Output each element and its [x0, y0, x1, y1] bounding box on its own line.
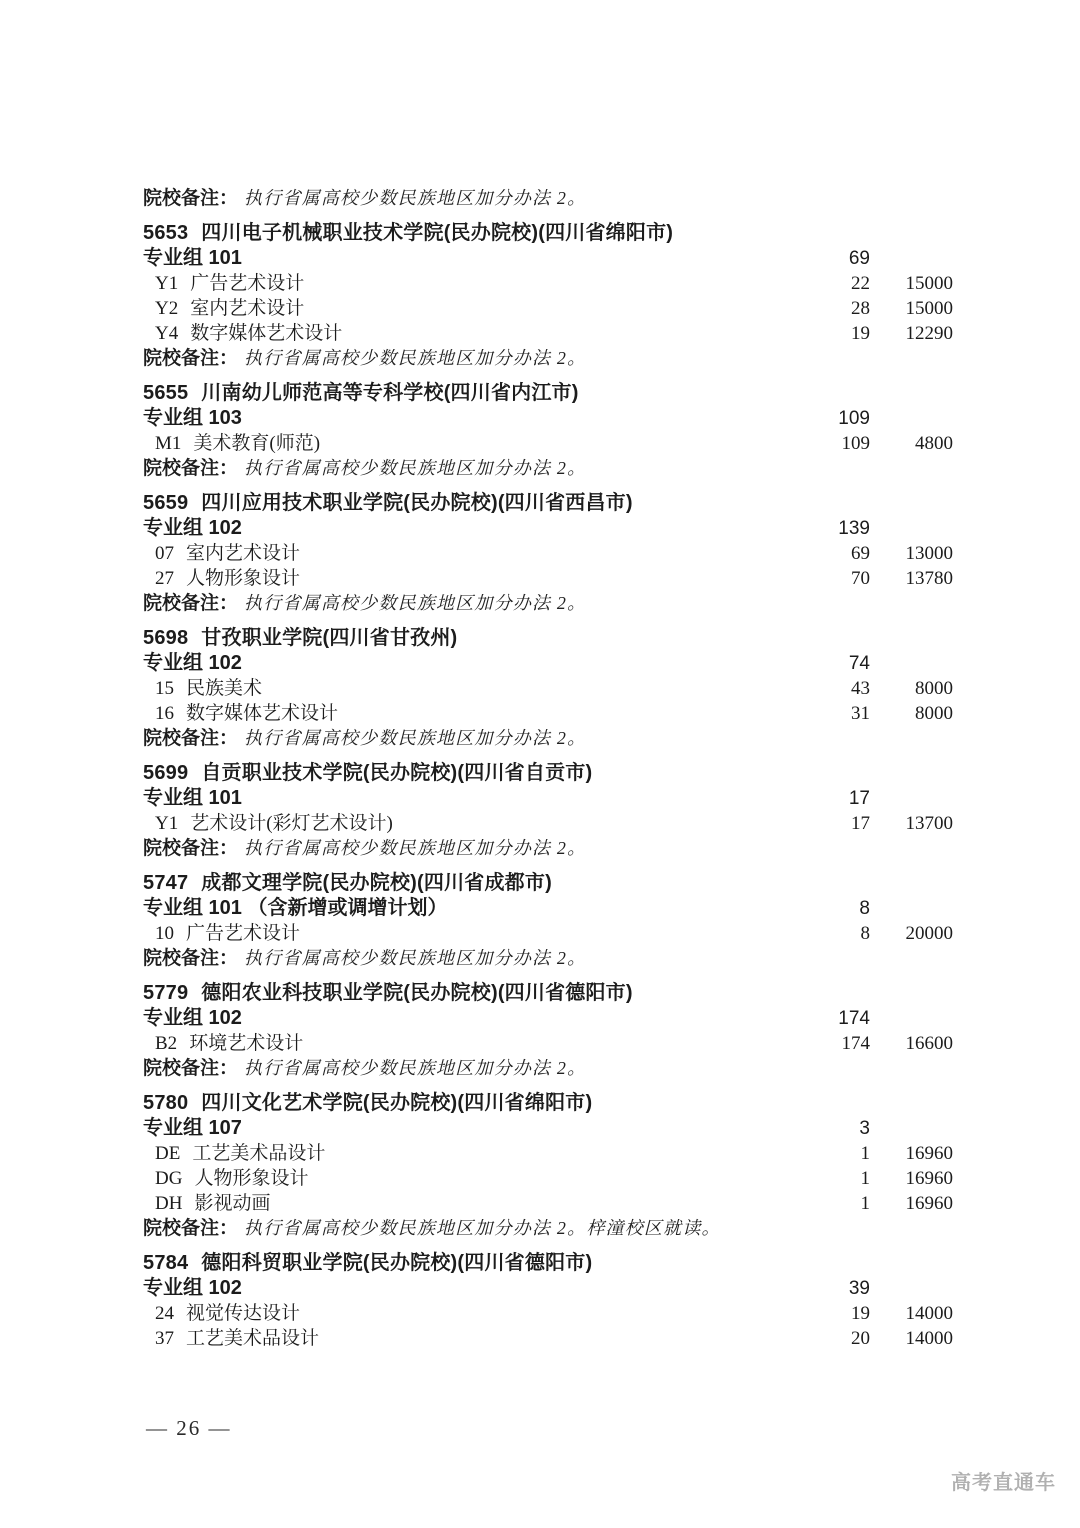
college-section	[143, 981, 953, 1082]
plan-count: 1	[860, 1168, 870, 1189]
college-section	[143, 626, 953, 752]
tuition-fee: 16600	[905, 1033, 953, 1054]
major-code: 24	[155, 1303, 174, 1324]
major-group-row	[143, 651, 953, 676]
tuition-fee: 8000	[915, 703, 953, 724]
tuition-fee: 15000	[905, 273, 953, 294]
remark-label: 院校备注：	[143, 593, 239, 614]
tuition-fee: 16960	[905, 1143, 953, 1164]
major-code: DE	[155, 1143, 181, 1164]
major-name: 美术教育(师范)	[193, 433, 321, 454]
remark-text: 执行省属高校少数民族地区加分办法 2。	[244, 948, 587, 968]
remark-content	[143, 946, 806, 972]
fee-cell	[870, 1276, 953, 1301]
college-header-text	[143, 491, 806, 516]
college-code: 5784	[143, 1252, 189, 1274]
major-group-row	[143, 786, 953, 811]
major-label	[143, 676, 806, 701]
major-row	[143, 1166, 953, 1191]
college-remark	[143, 456, 953, 482]
fee-cell	[870, 896, 953, 921]
tuition-fee: 13000	[905, 543, 953, 564]
major-group-label: 专业组 102	[143, 517, 242, 539]
tuition-fee: 4800	[915, 433, 953, 454]
major-label	[143, 1301, 806, 1326]
major-label	[143, 541, 806, 566]
major-row	[143, 1301, 953, 1326]
fee-cell	[870, 516, 953, 541]
major-code: B2	[155, 1033, 178, 1054]
major-code: 37	[155, 1328, 174, 1349]
major-row	[143, 566, 953, 591]
major-name: 工艺美术品设计	[192, 1143, 326, 1164]
fee-cell	[870, 651, 953, 676]
remark-label: 院校备注：	[143, 1058, 239, 1079]
plan-count: 1	[860, 1143, 870, 1164]
major-label	[143, 1141, 806, 1166]
major-name: 室内艺术设计	[190, 298, 305, 319]
college-section	[143, 871, 953, 972]
count-cell	[806, 946, 870, 972]
major-group-label: 专业组 101	[143, 787, 242, 809]
plan-count: 31	[851, 703, 870, 724]
major-label	[143, 431, 806, 456]
college-name: 成都文理学院(民办院校)(四川省成都市)	[201, 872, 552, 894]
major-group-label: 专业组 101	[143, 247, 242, 269]
group-plan-count: 17	[848, 788, 870, 809]
major-group-row	[143, 406, 953, 431]
plan-count: 109	[841, 433, 870, 454]
watermark-gaokao-zhitongche: 高考直通车	[951, 1472, 1056, 1494]
major-code: 07	[155, 543, 174, 564]
major-name: 民族美术	[186, 678, 263, 699]
major-row	[143, 676, 953, 701]
plan-count: 70	[851, 568, 870, 589]
major-group-row	[143, 1116, 953, 1141]
major-code: Y4	[155, 323, 179, 344]
major-name: 环境艺术设计	[189, 1033, 304, 1054]
fee-cell	[870, 491, 953, 516]
count-cell	[806, 491, 870, 516]
college-name: 德阳农业科技职业学院(民办院校)(四川省德阳市)	[201, 982, 633, 1004]
major-name: 影视动画	[194, 1193, 271, 1214]
count-cell	[806, 1216, 870, 1242]
fee-cell	[870, 836, 953, 862]
college-remark	[143, 946, 953, 972]
count-cell	[806, 1091, 870, 1116]
major-name: 人物形象设计	[194, 1168, 309, 1189]
remark-text: 执行省属高校少数民族地区加分办法 2。	[244, 838, 587, 858]
group-plan-count: 8	[859, 898, 870, 919]
fee-cell	[870, 1216, 953, 1242]
college-header-text	[143, 1091, 806, 1116]
college-header	[143, 626, 953, 651]
college-code: 5655	[143, 382, 189, 404]
major-name: 数字媒体艺术设计	[190, 323, 343, 344]
plan-count: 174	[841, 1033, 870, 1054]
major-group-label: 专业组 107	[143, 1117, 242, 1139]
college-header-text	[143, 871, 806, 896]
major-group-label: 专业组 102	[143, 652, 242, 674]
college-section	[143, 761, 953, 862]
fee-cell	[870, 406, 953, 431]
college-section	[143, 381, 953, 482]
fee-cell	[870, 591, 953, 617]
count-cell	[806, 871, 870, 896]
tuition-fee: 13780	[905, 568, 953, 589]
remark-label: 院校备注：	[143, 348, 239, 369]
major-row	[143, 1191, 953, 1216]
major-name: 艺术设计(彩灯艺术设计)	[190, 813, 393, 834]
college-remark	[143, 726, 953, 752]
major-code: Y1	[155, 813, 179, 834]
college-section	[143, 221, 953, 372]
tuition-fee: 14000	[905, 1303, 953, 1324]
college-header-text	[143, 981, 806, 1006]
major-label	[143, 1031, 806, 1056]
college-remark	[143, 1056, 953, 1082]
college-code: 5780	[143, 1092, 189, 1114]
remark-content	[143, 591, 806, 617]
count-cell	[806, 981, 870, 1006]
fee-cell	[870, 346, 953, 372]
major-code: M1	[155, 433, 182, 454]
tuition-fee: 20000	[905, 923, 953, 944]
count-cell	[806, 591, 870, 617]
remark-label: 院校备注：	[143, 948, 239, 969]
college-section	[143, 491, 953, 617]
major-code: 10	[155, 923, 174, 944]
fee-cell	[870, 1091, 953, 1116]
major-name: 视觉传达设计	[186, 1303, 301, 1324]
fee-cell	[870, 946, 953, 972]
major-name: 数字媒体艺术设计	[186, 703, 339, 724]
college-remark	[143, 591, 953, 617]
major-label	[143, 1166, 806, 1191]
remark-content	[143, 836, 806, 862]
remark-content	[143, 1216, 806, 1242]
remark-label: 院校备注：	[143, 458, 239, 479]
major-group-label: 专业组 102	[143, 1277, 242, 1299]
group-plan-count: 69	[848, 248, 870, 269]
plan-count: 19	[851, 323, 870, 344]
fee-cell	[870, 1116, 953, 1141]
tuition-fee: 8000	[915, 678, 953, 699]
major-label	[143, 271, 806, 296]
major-label	[143, 811, 806, 836]
group-plan-count: 109	[838, 408, 870, 429]
college-name: 四川文化艺术学院(民办院校)(四川省绵阳市)	[201, 1092, 593, 1114]
college-name: 四川应用技术职业学院(民办院校)(四川省西昌市)	[201, 492, 633, 514]
fee-cell	[870, 1251, 953, 1276]
major-row	[143, 1326, 953, 1351]
major-group-label: 专业组 103	[143, 407, 242, 429]
fee-cell	[870, 186, 953, 212]
college-remark	[143, 346, 953, 372]
college-name: 四川电子机械职业技术学院(民办院校)(四川省绵阳市)	[201, 222, 674, 244]
college-header	[143, 1091, 953, 1116]
plan-count: 1	[860, 1193, 870, 1214]
college-section	[143, 1251, 953, 1351]
major-row	[143, 701, 953, 726]
major-group-row	[143, 1276, 953, 1301]
fee-cell	[870, 761, 953, 786]
college-code: 5698	[143, 627, 189, 649]
major-name: 工艺美术品设计	[186, 1328, 320, 1349]
college-remark	[143, 836, 953, 862]
fee-cell	[870, 381, 953, 406]
major-group-row	[143, 896, 953, 921]
major-group-row	[143, 246, 953, 271]
plan-count: 17	[851, 813, 870, 834]
major-name: 广告艺术设计	[190, 273, 305, 294]
major-name: 广告艺术设计	[186, 923, 301, 944]
college-header	[143, 871, 953, 896]
fee-cell	[870, 626, 953, 651]
tuition-fee: 15000	[905, 298, 953, 319]
college-remark	[143, 1216, 953, 1242]
college-name: 甘孜职业学院(四川省甘孜州)	[201, 627, 458, 649]
college-header	[143, 221, 953, 246]
count-cell	[806, 346, 870, 372]
major-group-row	[143, 516, 953, 541]
remark-text: 执行省属高校少数民族地区加分办法 2。	[244, 348, 587, 368]
group-plan-count: 3	[859, 1118, 870, 1139]
college-header-text	[143, 381, 806, 406]
major-label	[143, 701, 806, 726]
college-header	[143, 981, 953, 1006]
count-cell	[806, 1251, 870, 1276]
count-cell	[806, 761, 870, 786]
remark-label: 院校备注：	[143, 188, 239, 209]
remark-content	[143, 456, 806, 482]
tuition-fee: 16960	[905, 1168, 953, 1189]
remark-label: 院校备注：	[143, 1218, 239, 1239]
remark-label: 院校备注：	[143, 838, 239, 859]
remark-content	[143, 346, 806, 372]
group-plan-count: 74	[848, 653, 870, 674]
count-cell	[806, 381, 870, 406]
remark-content	[143, 726, 806, 752]
major-code: 27	[155, 568, 174, 589]
tuition-fee: 13700	[905, 813, 953, 834]
plan-count: 19	[851, 1303, 870, 1324]
remark-content	[143, 1056, 806, 1082]
major-label	[143, 1191, 806, 1216]
major-row	[143, 296, 953, 321]
plan-count: 22	[851, 273, 870, 294]
major-code: Y2	[155, 298, 179, 319]
tuition-fee: 14000	[905, 1328, 953, 1349]
major-code: DH	[155, 1193, 183, 1214]
major-row	[143, 811, 953, 836]
page-number: — 26 —	[146, 1416, 232, 1440]
major-name: 室内艺术设计	[186, 543, 301, 564]
fee-cell	[870, 726, 953, 752]
plan-count: 69	[851, 543, 870, 564]
college-name: 川南幼儿师范高等专科学校(四川省内江市)	[201, 382, 579, 404]
major-label	[143, 296, 806, 321]
tuition-fee: 12290	[905, 323, 953, 344]
plan-count: 43	[851, 678, 870, 699]
count-cell	[806, 186, 870, 212]
remark-text: 执行省属高校少数民族地区加分办法 2。	[244, 188, 587, 208]
fee-cell	[870, 871, 953, 896]
fee-cell	[870, 786, 953, 811]
college-code: 5653	[143, 222, 189, 244]
remark-text: 执行省属高校少数民族地区加分办法 2。	[244, 1058, 587, 1078]
major-label	[143, 321, 806, 346]
major-row	[143, 1141, 953, 1166]
count-cell	[806, 726, 870, 752]
plan-count: 8	[860, 923, 870, 944]
college-section	[143, 1091, 953, 1242]
carryover-remark	[143, 186, 953, 212]
major-group-label: 专业组 101 （含新增或调增计划）	[143, 897, 448, 919]
college-code: 5699	[143, 762, 189, 784]
remark-text: 执行省属高校少数民族地区加分办法 2。	[244, 728, 587, 748]
remark-content	[143, 186, 806, 212]
remark-text: 执行省属高校少数民族地区加分办法 2。	[244, 593, 587, 613]
major-name: 人物形象设计	[186, 568, 301, 589]
fee-cell	[870, 456, 953, 482]
plan-list	[143, 186, 953, 1351]
college-code: 5659	[143, 492, 189, 514]
major-label	[143, 566, 806, 591]
college-code: 5779	[143, 982, 189, 1004]
college-code: 5747	[143, 872, 189, 894]
major-code: 16	[155, 703, 174, 724]
major-row	[143, 541, 953, 566]
count-cell	[806, 626, 870, 651]
major-label	[143, 1326, 806, 1351]
fee-cell	[870, 1056, 953, 1082]
major-row	[143, 271, 953, 296]
major-row	[143, 431, 953, 456]
group-plan-count: 139	[838, 518, 870, 539]
fee-cell	[870, 1006, 953, 1031]
college-header-text	[143, 1251, 806, 1276]
tuition-fee: 16960	[905, 1193, 953, 1214]
college-header	[143, 761, 953, 786]
plan-count: 28	[851, 298, 870, 319]
major-code: DG	[155, 1168, 183, 1189]
major-row	[143, 321, 953, 346]
fee-cell	[870, 221, 953, 246]
major-row	[143, 1031, 953, 1056]
college-header	[143, 381, 953, 406]
fee-cell	[870, 981, 953, 1006]
college-name: 自贡职业技术学院(民办院校)(四川省自贡市)	[201, 762, 593, 784]
count-cell	[806, 836, 870, 862]
plan-count: 20	[851, 1328, 870, 1349]
count-cell	[806, 1056, 870, 1082]
remark-label: 院校备注：	[143, 728, 239, 749]
fee-cell	[870, 246, 953, 271]
major-row	[143, 921, 953, 946]
college-header-text	[143, 761, 806, 786]
college-header	[143, 1251, 953, 1276]
major-label	[143, 921, 806, 946]
count-cell	[806, 221, 870, 246]
major-group-row	[143, 1006, 953, 1031]
group-plan-count: 174	[838, 1008, 870, 1029]
college-name: 德阳科贸职业学院(民办院校)(四川省德阳市)	[201, 1252, 593, 1274]
major-group-label: 专业组 102	[143, 1007, 242, 1029]
count-cell	[806, 456, 870, 482]
major-code: 15	[155, 678, 174, 699]
remark-text: 执行省属高校少数民族地区加分办法 2。	[244, 458, 587, 478]
major-code: Y1	[155, 273, 179, 294]
group-plan-count: 39	[848, 1278, 870, 1299]
college-header	[143, 491, 953, 516]
remark-text: 执行省属高校少数民族地区加分办法 2。梓潼校区就读。	[244, 1218, 721, 1238]
college-header-text	[143, 626, 806, 651]
college-header-text	[143, 221, 806, 246]
